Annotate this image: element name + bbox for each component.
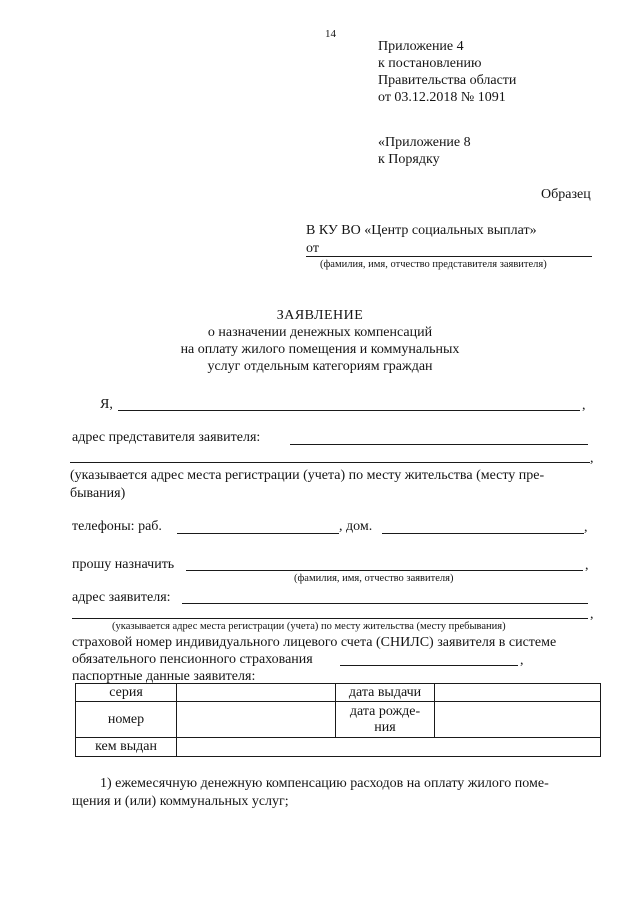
phones-comma: ,	[584, 520, 588, 535]
rep-address-comma: ,	[590, 451, 594, 466]
passport-number-label: номер	[76, 702, 177, 738]
birth-date-label-1: дата рожде-	[349, 703, 421, 719]
page-number: 14	[325, 28, 336, 40]
snils-input-line[interactable]	[340, 665, 518, 666]
addressee-from-prefix: от	[306, 241, 319, 256]
phones-home-label: , дом.	[339, 519, 373, 534]
passport-series-label: серия	[76, 684, 177, 702]
appendix-line-4: от 03.12.2018 № 1091	[378, 90, 506, 105]
passport-issue-date-label: дата выдачи	[336, 684, 435, 702]
request-hint: (фамилия, имя, отчество заявителя)	[294, 573, 454, 584]
applicant-address-comma: ,	[590, 607, 594, 622]
passport-issue-date-value[interactable]	[435, 684, 601, 702]
title-line-2: о назначении денежных компенсаций	[207, 325, 433, 340]
snils-comma: ,	[520, 653, 524, 668]
rep-address-line-1[interactable]	[290, 444, 588, 445]
sample-label: Образец	[541, 187, 591, 202]
passport-birth-date-label	[336, 702, 435, 738]
ya-label: Я,	[100, 397, 113, 412]
rep-address-hint-1: (указывается адрес места регистрации (учета) по месту жительства (месту пре-	[70, 468, 545, 483]
snils-line-1: страховой номер индивидуального лицевого счета (СНИЛС) заявителя в системе	[72, 635, 557, 650]
passport-issued-by-label: кем выдан	[76, 738, 177, 757]
item1-line-2: щения и (или) коммунальных услуг;	[72, 794, 289, 809]
item1-line-1: 1) ежемесячную денежную компенсацию расходов на оплату жилого поме-	[100, 776, 549, 791]
title-line-4: услуг отдельным категориям граждан	[207, 359, 433, 374]
rep-address-label: адрес представителя заявителя:	[72, 430, 261, 445]
request-label: прошу назначить	[72, 557, 175, 572]
birth-date-label-2: ния	[374, 719, 396, 735]
snils-line-2: обязательного пенсионного страхования	[72, 652, 313, 667]
ya-line[interactable]	[118, 410, 580, 411]
phones-work-label: телефоны: раб.	[72, 519, 162, 534]
addressee-from-hint: (фамилия, имя, отчество представителя заявителя)	[320, 259, 547, 270]
addressee-to: В КУ ВО «Центр социальных выплат»	[306, 223, 537, 238]
passport-number-value[interactable]	[177, 702, 336, 738]
applicant-address-line-1[interactable]	[182, 603, 588, 604]
appendix-line-3: Правительства области	[378, 73, 517, 88]
document-title: ЗАЯВЛЕНИЕ	[276, 308, 364, 323]
passport-issued-by-value[interactable]	[177, 738, 601, 757]
addressee-from-line[interactable]	[306, 256, 592, 257]
appendix-line-1: Приложение 4	[378, 39, 464, 54]
phones-home-line[interactable]	[382, 533, 584, 534]
applicant-address-line-2[interactable]	[72, 618, 588, 619]
appendix-line-2: к постановлению	[378, 56, 482, 71]
request-line[interactable]	[186, 570, 583, 571]
applicant-address-hint: (указывается адрес места регистрации (учета) по месту жительства (месту пребывания)	[112, 621, 506, 632]
rep-address-line-2[interactable]	[70, 462, 590, 463]
title-line-3: на оплату жилого помещения и коммунальных	[180, 342, 460, 357]
passport-birth-date-value[interactable]	[435, 702, 601, 738]
passport-table	[75, 683, 601, 757]
applicant-address-label: адрес заявителя:	[72, 590, 171, 605]
appendix-line-6: к Порядку	[378, 152, 440, 167]
rep-address-hint-2: бывания)	[70, 486, 126, 501]
passport-label: паспортные данные заявителя:	[72, 669, 256, 684]
ya-comma: ,	[582, 398, 586, 413]
request-comma: ,	[585, 558, 589, 573]
passport-series-value[interactable]	[177, 684, 336, 702]
phones-work-line[interactable]	[177, 533, 339, 534]
appendix-line-5: «Приложение 8	[378, 135, 471, 150]
